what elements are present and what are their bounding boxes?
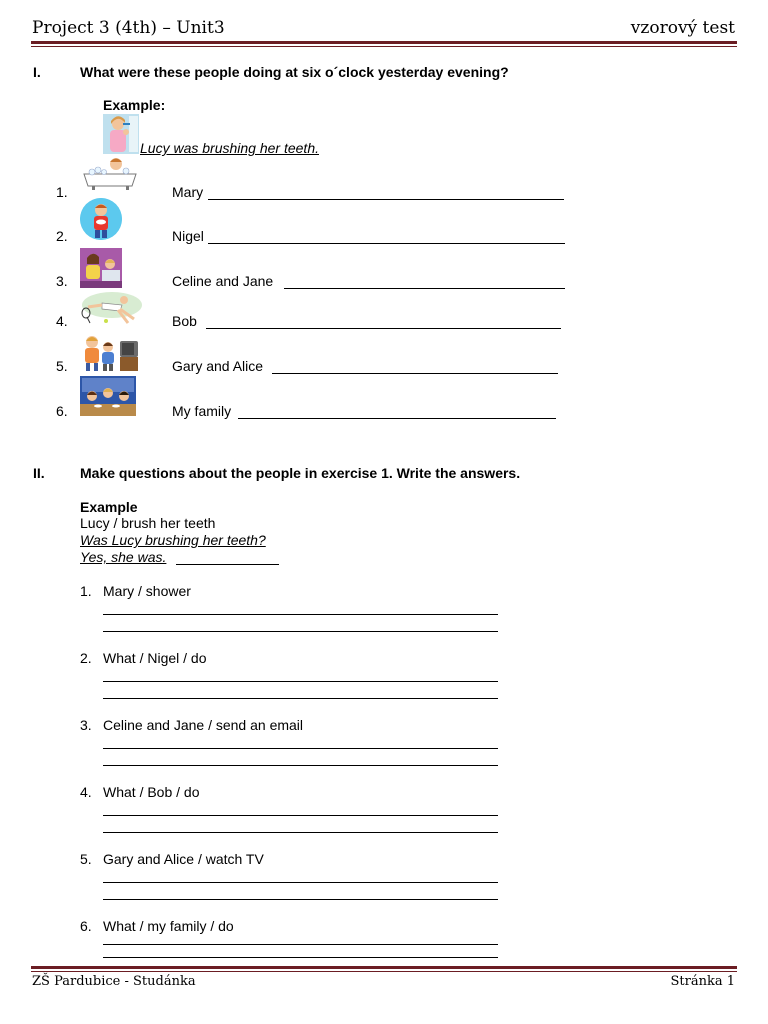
section-1-example-label: Example: xyxy=(103,97,166,113)
item-3-name: Celine and Jane xyxy=(172,273,274,289)
computer-picture xyxy=(80,248,122,288)
question-6-line-1[interactable] xyxy=(103,944,498,945)
footer-rule-thick xyxy=(31,966,737,969)
question-4-prompt: What / Bob / do xyxy=(103,784,200,800)
document-title: Project 3 (4th) – Unit3 xyxy=(32,18,225,38)
item-2-answer-line[interactable] xyxy=(208,243,565,244)
question-3-line-2[interactable] xyxy=(103,765,498,766)
item-5-name: Gary and Alice xyxy=(172,358,264,374)
item-3-answer-line[interactable] xyxy=(284,288,565,289)
question-3-prompt: Celine and Jane / send an email xyxy=(103,717,304,733)
question-6-prompt: What / my family / do xyxy=(103,918,234,934)
question-5-line-2[interactable] xyxy=(103,899,498,900)
header-rule-thin xyxy=(31,46,737,47)
footer-page-number: Stránka 1 xyxy=(670,974,735,989)
question-3-line-1[interactable] xyxy=(103,748,498,749)
footer-school: ZŠ Pardubice - Studánka xyxy=(32,974,196,989)
item-5-number: 5. xyxy=(56,358,68,374)
section-2-instruction: Make questions about the people in exercise 1. Write the answers. xyxy=(80,465,521,481)
question-2-line-1[interactable] xyxy=(103,681,498,682)
question-4-line-2[interactable] xyxy=(103,832,498,833)
tennis-picture xyxy=(80,291,144,327)
item-1-number: 1. xyxy=(56,184,68,200)
document-tag: vzorový test xyxy=(630,18,735,38)
question-3-number: 3. xyxy=(80,717,92,733)
item-6-answer-line[interactable] xyxy=(238,418,556,419)
section-1-example-sentence: Lucy was brushing her teeth. xyxy=(140,140,319,156)
question-1-line-1[interactable] xyxy=(103,614,498,615)
section-2-example-prompt: Lucy / brush her teeth xyxy=(80,515,216,531)
watching-tv-picture xyxy=(80,333,140,373)
section-2-example-answer: Yes, she was. xyxy=(80,549,167,565)
item-4-answer-line[interactable] xyxy=(206,328,561,329)
question-5-number: 5. xyxy=(80,851,92,867)
question-2-number: 2. xyxy=(80,650,92,666)
item-2-name: Nigel xyxy=(172,228,204,244)
item-1-name: Mary xyxy=(172,184,204,200)
item-2-number: 2. xyxy=(56,228,68,244)
question-5-line-1[interactable] xyxy=(103,882,498,883)
footer-rule-thin xyxy=(31,971,737,972)
question-2-prompt: What / Nigel / do xyxy=(103,650,207,666)
item-5-answer-line[interactable] xyxy=(272,373,558,374)
header-rule-thick xyxy=(31,41,737,44)
item-3-number: 3. xyxy=(56,273,68,289)
question-4-line-1[interactable] xyxy=(103,815,498,816)
item-4-number: 4. xyxy=(56,313,68,329)
item-1-answer-line[interactable] xyxy=(208,199,564,200)
item-4-name: Bob xyxy=(172,313,197,329)
item-6-number: 6. xyxy=(56,403,68,419)
bathing-picture xyxy=(80,156,140,192)
family-dinner-picture xyxy=(80,376,136,416)
question-1-number: 1. xyxy=(80,583,92,599)
section-2-example-answer-line xyxy=(176,564,279,565)
brushing-teeth-picture xyxy=(103,114,139,154)
question-5-prompt: Gary and Alice / watch TV xyxy=(103,851,264,867)
question-6-line-2[interactable] xyxy=(103,957,498,958)
section-1-number: I. xyxy=(33,64,41,80)
question-4-number: 4. xyxy=(80,784,92,800)
boy-eating-picture xyxy=(80,198,122,240)
section-2-example-label: Example xyxy=(80,499,138,515)
question-6-number: 6. xyxy=(80,918,92,934)
section-1-instruction: What were these people doing at six o´clock yesterday evening? xyxy=(80,64,509,80)
section-2-example-question: Was Lucy brushing her teeth? xyxy=(80,532,266,548)
item-6-name: My family xyxy=(172,403,232,419)
question-2-line-2[interactable] xyxy=(103,698,498,699)
question-1-line-2[interactable] xyxy=(103,631,498,632)
section-2-number: II. xyxy=(33,465,45,481)
question-1-prompt: Mary / shower xyxy=(103,583,191,599)
